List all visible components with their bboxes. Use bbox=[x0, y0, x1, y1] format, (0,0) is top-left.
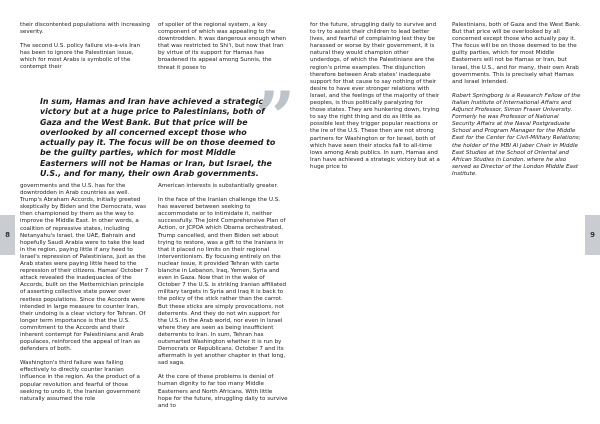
column-4 bbox=[452, 22, 582, 185]
paragraph: Washington's third failure was failing effectively to directly counter Iranian influence in the region. As the product of a popular revolution and fearful of those seeking to undo it, the Iranian government naturally assumed the role bbox=[20, 360, 141, 402]
page-number-left: 8 bbox=[5, 231, 10, 239]
quote-mark-icon: ” bbox=[255, 76, 290, 159]
page-number-right: 9 bbox=[590, 231, 595, 239]
page-number-right-tab bbox=[585, 215, 600, 255]
paragraph: In the face of the Iranian challenge the U.S. has wavered between seeking to accommodate or to intimidate it, neither successfully. The Joint Comprehensive Plan of Action, or JCPOA which Obama orchestrated, Trump cancelled, and then Biden set about trying to restore, was a gift to the Iranians in that it placed no limits on their regional interventionism. By focusing entirely on the nuclear issue, it provided Tehran with carte blanche in Lebanon, Iraq, Yemen, Syria and even in Gaza. Now that in the wake of October 7 the U.S. is striking Iranian affiliated military targets in Syria and Iraq it is back to the policy of the stick rather than the carrot. But these sticks are simply provocations, not deterrents. And they do not win support for the U.S. in the Arab world, nor even in Israel where they are seen as being insufficient deterrents to Iran. In sum, Tehran has outsmarted Washington whether it is run by Democrats or Republicans. October 7 and its aftermath is yet another chapter in that long, sad saga. bbox=[158, 197, 287, 367]
paragraph: of spoiler of the regional system, a key component of which was appealing to the downtrodden. It was dangerous enough when that was restricted to Shi'i, but now that Iran by virtue of its support for Hamas has broadened its appeal among Sunnis, the threat it poses to bbox=[158, 22, 287, 71]
column-1-top bbox=[20, 22, 150, 79]
column-1-bottom bbox=[20, 183, 150, 410]
column-3 bbox=[310, 22, 440, 178]
paragraph: American interests is substantially greater. bbox=[158, 183, 279, 189]
pull-quote: In sum, Hamas and Iran have achieved a strategic victory but at a huge price to Palestinians, both of Gaza and the West Bank. But that price will be overlooked by all concerned except those who actually pay it. The focus will be on those deemed to be the guilty parties, which for most Middle Easterners will not be Hamas or Iran, but Israel, the U.S., and for many, their own Arab governments. bbox=[40, 97, 276, 179]
paragraph: governments and the U.S. has for the downtrodden in Arab countries as well. Trump's Abraham Accords, initially greeted skeptically by Biden and the Democrats, was then championed by them as the way to improve the Middle East. In other words, a coalition of repressive states, including Netanyahu's Israel, the UAE, Bahrain and hopefully Saudi Arabia were to take the lead in the region, paying little if any heed to Israel's repression of Palestinians, just as the Arab states were paying little heed to the repression of their citizens. Hamas' October 7 attack revealed the inadequacies of the Accords, built on the Metternichian principle of asserting collective state power over restless populations. Since the Accords were intended in large measure to counter Iran, their undoing is a clear victory for Tehran. Of longer term importance is that the U.S. commitment to the Accords and their inherent contempt for Palestinians and Arab populaces, reinforced the appeal of Iran as defenders of both. bbox=[20, 183, 149, 353]
page-number-left-tab bbox=[0, 215, 15, 255]
paragraph: At the core of these problems is denial of human dignity to far too many Middle Easterners and North Africans. With little hope for the future, struggling daily to survive and to bbox=[158, 374, 288, 409]
paragraph: Palestinians, both of Gaza and the West Bank. But that price will be overlooked by all concerned except those who actually pay it. The focus will be on those deemed to be the guilty parties, which for most Middle Easterners will not be Hamas or Iran, but Israel, the U.S., and for many, their own Arab governments. This is precisely what Hamas and Israel intended. bbox=[452, 22, 581, 85]
paragraph: for the future, struggling daily to survive and to try to assist their children to lead better lives, and fearful of complaining lest they be harassed or worse by their government, it is natural they would champion other underdogs, of which the Palestinians are the region's prime examples. The disjunction therefore between Arab states' inadequate support for that cause to say nothing of their desire to have ever stronger relations with Israel, and the feelings of the majority of their peoples, is thus politically paralyzing for those states. They are hunkering down, trying to say the right thing and do as little as possible lest they trigger popular reactions or the ire of the U.S. These then are not strong partners for Washington or for Israel, both of which have seen their stocks fall to all-time lows among Arab publics. In sum, Hamas and Iran have achieved a strategic victory but at a huge price to bbox=[310, 22, 440, 170]
author-bio: Robert Springborg is a Research Fellow of the Italian Institute of International Affairs and Adjunct Professor, Simon Fraser University. Formerly he was Professor of National Security Affairs at the Naval Postgraduate School and Program Manager for the Middle East for the Center for Civil-Military Relations; the holder of the MBI Al Jaber Chair in Middle East Studies at the School of Oriental and African Studies in London, where he also served as Director of the London Middle East Institute. bbox=[452, 92, 581, 177]
paragraph: their discontented populations with increasing severity. bbox=[20, 22, 150, 36]
paragraph: The second U.S. policy failure vis-a-vis Iran has been to ignore the Palestinian issue, which for most Arabs is symbolic of the contempt their bbox=[20, 43, 141, 71]
column-2-top bbox=[158, 22, 288, 79]
column-2-bottom bbox=[158, 183, 288, 417]
